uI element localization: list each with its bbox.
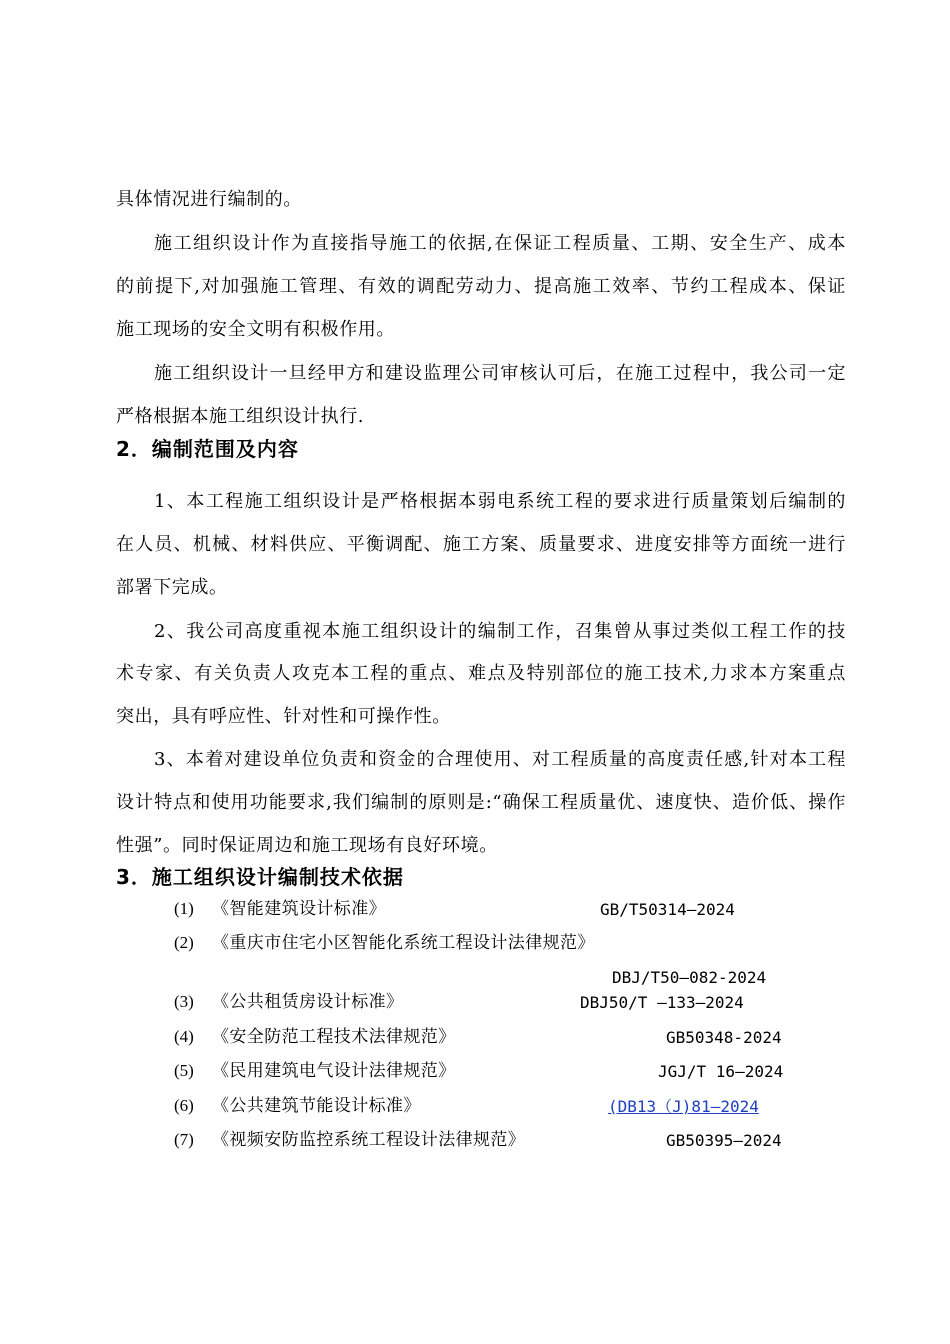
reference-number: (2) [174,933,194,952]
reference-code: GB50348-2024 [666,1028,782,1047]
paragraph-line: 在人员、机械、材料供应、平衡调配、施工方案、质量要求、进度安排等方面统一进行 [116,534,846,555]
paragraph-line: 施工现场的安全文明有积极作用。 [116,319,395,340]
reference-title: 《重庆市住宅小区智能化系统工程设计法律规范》 [212,933,595,953]
reference-number: (5) [174,1061,194,1080]
reference-number: (6) [174,1096,194,1115]
paragraph-line: 严格根据本施工组织设计执行. [116,406,365,427]
paragraph-line: 1、本工程施工组织设计是严格根据本弱电系统工程的要求进行质量策划后编制的 [154,491,846,512]
reference-number: (1) [174,899,194,918]
section-heading: 3．施工组织设计编制技术依据 [116,865,404,889]
reference-number: (3) [174,992,194,1011]
paragraph-line: 2、我公司高度重视本施工组织设计的编制工作，召集曾从事过类似工程工作的技 [154,621,846,642]
paragraph-line: 施工组织设计作为直接指导施工的依据,在保证工程质量、工期、安全生产、成本 [154,233,846,254]
paragraph-line: 的前提下,对加强施工管理、有效的调配劳动力、提高施工效率、节约工程成本、保证 [116,276,846,297]
reference-title: 《民用建筑电气设计法律规范》 [212,1061,456,1081]
paragraph-line: 部署下完成。 [116,577,228,598]
paragraph-line: 3、本着对建设单位负责和资金的合理使用、对工程质量的高度责任感,针对本工程 [154,749,846,770]
paragraph-line: 施工组织设计一旦经甲方和建设监理公司审核认可后，在施工过程中，我公司一定 [154,363,846,384]
reference-code: DBJ/T50—082-2024 [612,968,767,987]
section-heading: 2．编制范围及内容 [116,437,299,461]
paragraph-line: 突出，具有呼应性、针对性和可操作性。 [116,706,451,727]
reference-title: 《公共租赁房设计标准》 [212,992,404,1012]
paragraph-line: 具体情况进行编制的。 [116,189,302,210]
reference-number: (7) [174,1130,194,1149]
paragraph-line: 术专家、有关负责人攻克本工程的重点、难点及特别部位的施工技术,力求本方案重点 [116,663,846,684]
reference-number: (4) [174,1027,194,1046]
reference-code: GB50395—2024 [666,1131,782,1150]
reference-title: 《视频安防监控系统工程设计法律规范》 [212,1130,526,1150]
paragraph-line: 性强”。同时保证周边和施工现场有良好环境。 [116,835,498,856]
paragraph-line: 设计特点和使用功能要求,我们编制的原则是:“确保工程质量优、速度快、造价低、操作 [116,792,846,813]
reference-code: JGJ/T 16—2024 [658,1062,784,1081]
reference-code: GB/T50314—2024 [600,900,735,919]
reference-title: 《公共建筑节能设计标准》 [212,1096,421,1116]
reference-title: 《智能建筑设计标准》 [212,899,386,919]
reference-code: DBJ50/T —133—2024 [580,993,744,1012]
reference-title: 《安全防范工程技术法律规范》 [212,1027,456,1047]
reference-code-link[interactable]: (DB13（J)81—2024 [608,1097,759,1116]
